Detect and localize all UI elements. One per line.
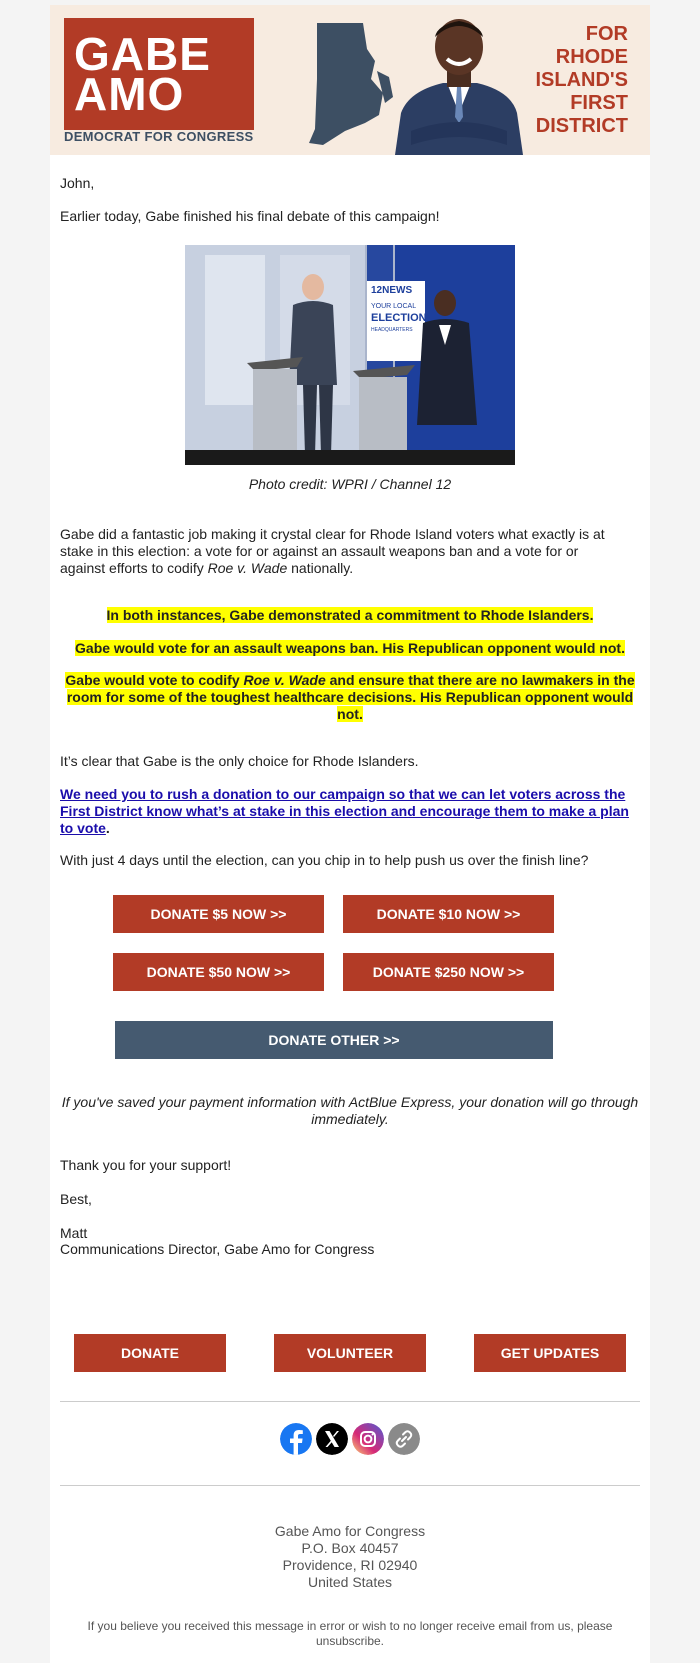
body-paragraph-1: Gabe did a fantastic job making it crystal clear for Rhode Island voters what exactly is at stake in this election: a vote for or against an assault weapons ban and a vote for or against efforts to codify Roe v. Wade nationally.: [60, 526, 605, 576]
footer-donate-button[interactable]: DONATE: [74, 1334, 226, 1372]
logo-subtitle: DEMOCRAT FOR CONGRESS: [64, 129, 254, 144]
logo-line-2: AMO: [74, 68, 185, 120]
donate-50-button[interactable]: DONATE $50 NOW >>: [113, 953, 324, 991]
highlight-1: In both instances, Gabe demonstrated a commitment to Rhode Islanders.: [106, 607, 594, 623]
footer-org: Gabe Amo for Congress: [274, 1523, 426, 1539]
logo-line-1: GABE: [74, 28, 211, 80]
email-body: [50, 5, 650, 1663]
footer-address: [50, 1523, 650, 1591]
header-banner: [50, 5, 650, 155]
signoff-text: Best,: [60, 1191, 92, 1207]
greeting: John,: [60, 175, 95, 191]
footer-country: United States: [307, 1574, 393, 1590]
footer-city: Providence, RI 02940: [282, 1557, 418, 1573]
campaign-logo: [64, 18, 254, 130]
district-tagline: FOR RHODE ISLAND'S FIRST DISTRICT: [535, 23, 628, 137]
clear-choice-text: It’s clear that Gabe is the only choice for Rhode Islanders.: [60, 753, 419, 769]
footer-divider-top: [60, 1401, 640, 1402]
donate-250-button[interactable]: DONATE $250 NOW >>: [343, 953, 554, 991]
donate-link[interactable]: We need you to rush a donation to our campaign so that we can let voters across the First District know what’s at stake in this election and encourage them to make a plan to vote: [60, 786, 629, 836]
footer-volunteer-button[interactable]: VOLUNTEER: [274, 1334, 426, 1372]
debate-photo: [185, 245, 515, 465]
unsubscribe-notice[interactable]: If you believe you received this message in error or wish to no longer receive email from us, please unsubscribe.: [87, 1619, 613, 1648]
donate-other-button[interactable]: DONATE OTHER >>: [115, 1021, 553, 1059]
actblue-express-note: If you've saved your payment information with ActBlue Express, your donation will go through immediately.: [61, 1094, 639, 1127]
signer-title: Communications Director, Gabe Amo for Congress: [60, 1241, 375, 1257]
photo-sign-big: ELECTION: [371, 312, 427, 324]
thanks-text: Thank you for your support!: [60, 1157, 232, 1173]
footer-po-box: P.O. Box 40457: [301, 1540, 399, 1556]
highlight-2: Gabe would vote for an assault weapons ban. His Republican opponent would not.: [75, 640, 625, 656]
link-icon[interactable]: [388, 1423, 420, 1455]
facebook-icon[interactable]: [280, 1423, 312, 1455]
footer-get-updates-button[interactable]: GET UPDATES: [474, 1334, 626, 1372]
x-twitter-icon[interactable]: [316, 1423, 348, 1455]
ask-text: With just 4 days until the election, can you chip in to help push us over the finish line?: [60, 852, 589, 868]
intro-text: Earlier today, Gabe finished his final debate of this campaign!: [60, 208, 440, 224]
donate-5-button[interactable]: DONATE $5 NOW >>: [113, 895, 324, 933]
highlight-3: Gabe would vote to codify Roe v. Wade and ensure that there are no lawmakers in the room for some of the toughest healthcare decisions. His Republican opponent would not.: [65, 672, 635, 722]
photo-sign-mid: YOUR LOCAL: [371, 303, 417, 310]
donate-link-paragraph: We need you to rush a donation to our campaign so that we can let voters across the First District know what’s at stake in this election and encourage them to make a plan to vote.: [60, 786, 629, 836]
photo-caption: Photo credit: WPRI / Channel 12: [248, 476, 452, 492]
donate-10-button[interactable]: DONATE $10 NOW >>: [343, 895, 554, 933]
footer-divider-bottom: [60, 1485, 640, 1486]
signer-name: Matt: [60, 1225, 88, 1241]
instagram-icon[interactable]: [352, 1423, 384, 1455]
photo-sign-top: 12NEWS: [371, 285, 413, 296]
photo-sign-sub: HEADQUARTERS: [371, 327, 413, 333]
